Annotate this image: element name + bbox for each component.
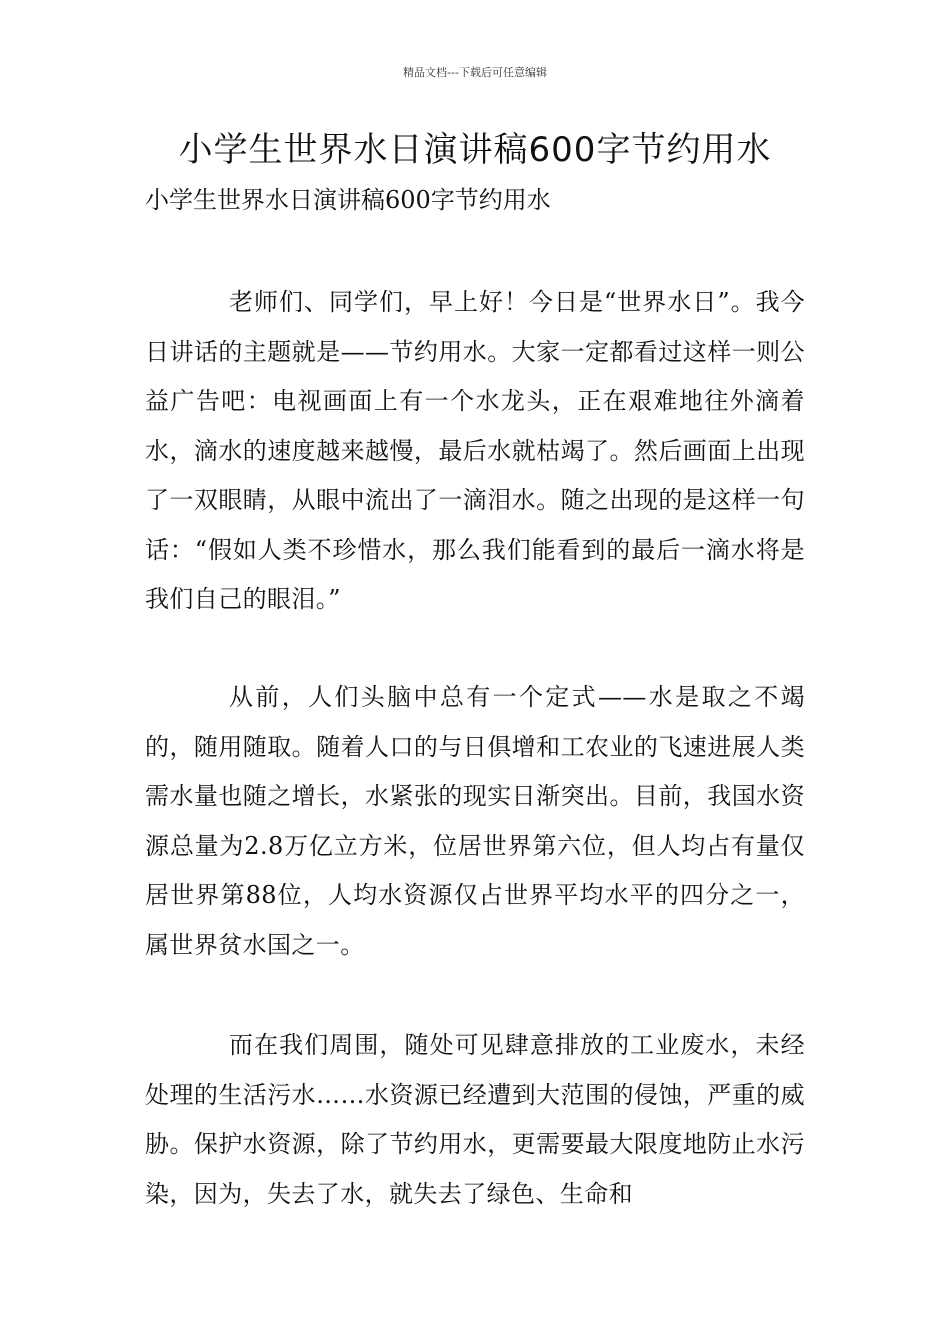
- document-subtitle: 小学生世界水日演讲稿600字节约用水: [145, 186, 551, 214]
- paragraph: 而在我们周围，随处可见肆意排放的工业废水，未经处理的生活污水……水资源已经遭到大范围的侵蚀，严重的威胁。保护水资源，除了节约用水，更需要最大限度地防止水污染，因为，失去了水，就失去了绿色、生命和: [145, 1031, 805, 1208]
- paragraph-3-block: [145, 1021, 805, 1219]
- paragraph: 从前，人们头脑中总有一个定式——水是取之不竭的，随用随取。随着人口的与日俱增和工农业的飞速进展人类需水量也随之增长，水紧张的现实日渐突出。目前，我国水资源总量为2.8万亿立方米，位居世界第六位，但人均占有量仅居世界第88位，人均水资源仅占世界平均水平的四分之一，属世界贫水国之一。: [145, 683, 805, 959]
- paragraph-2-block: [145, 673, 805, 970]
- paragraph-1-block: [145, 278, 805, 625]
- paragraph: 老师们、同学们，早上好！今日是“世界水日”。我今日讲话的主题就是——节约用水。大家一定都看过这样一则公益广告吧：电视画面上有一个水龙头，正在艰难地往外滴着水，滴水的速度越来越慢，最后水就枯竭了。然后画面上出现了一双眼睛，从眼中流出了一滴泪水。随之出现的是这样一句话：“假如人类不珍惜水，那么我们能看到的最后一滴水将是我们自己的眼泪。”: [145, 288, 805, 613]
- document-title: 小学生世界水日演讲稿600字节约用水: [178, 130, 772, 170]
- header-note: 精品文档---下载后可任意编辑: [403, 66, 547, 79]
